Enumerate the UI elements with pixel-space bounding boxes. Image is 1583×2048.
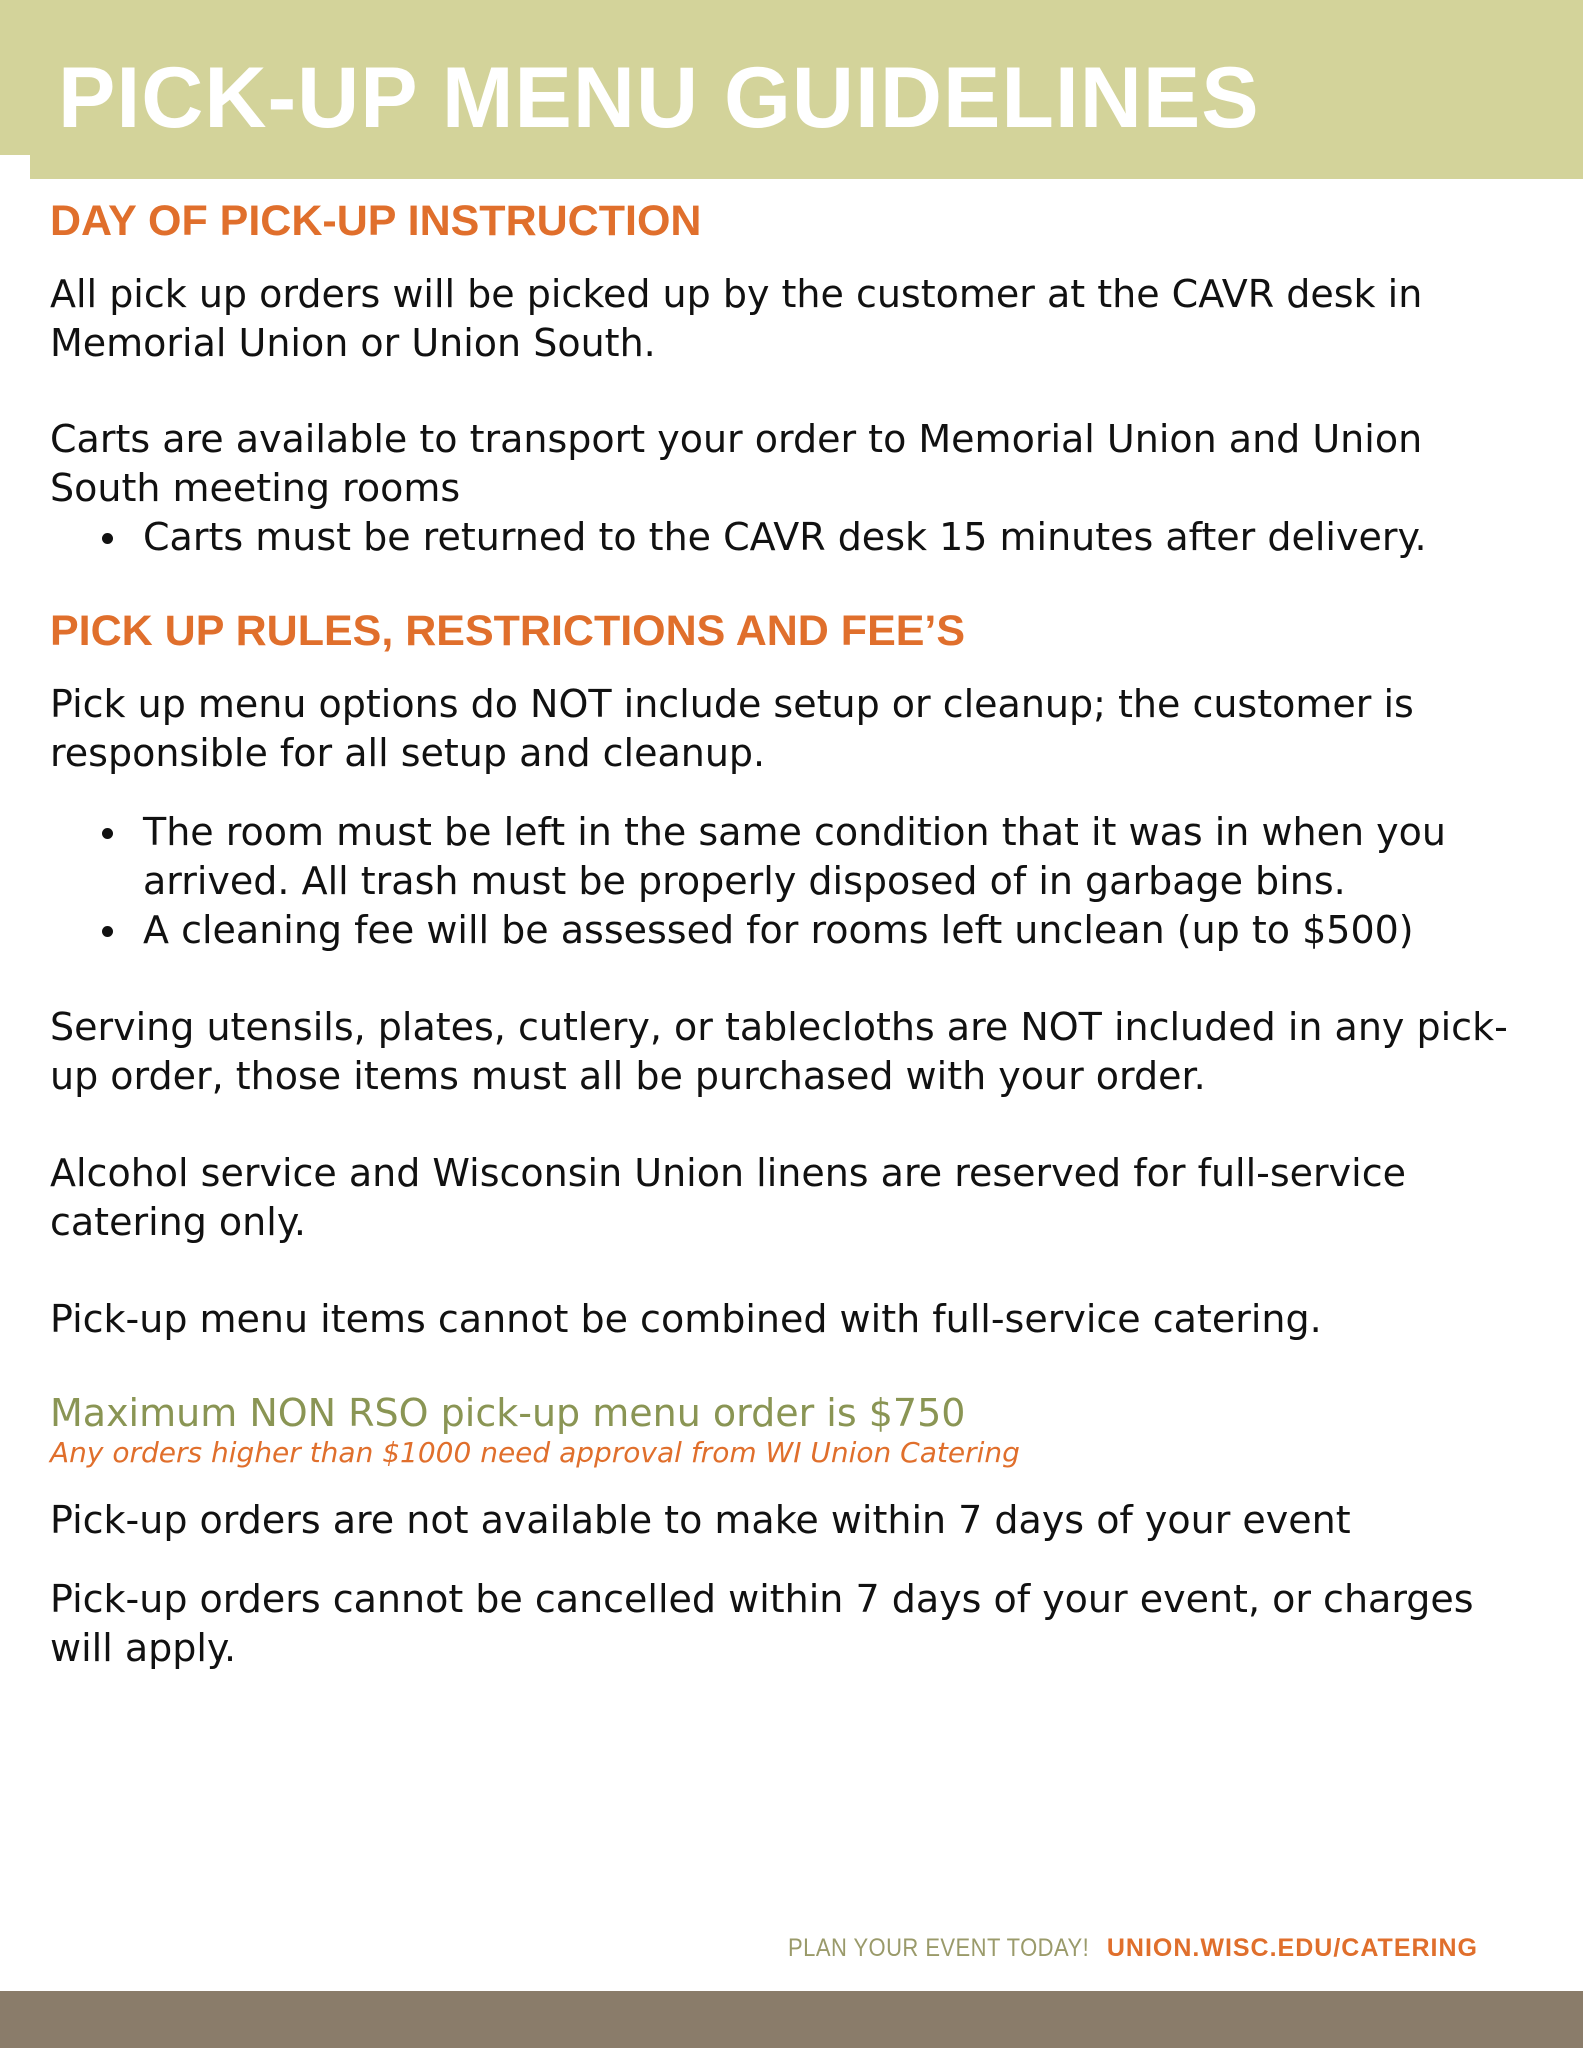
pickup-location-paragraph: All pick up orders will be picked up by the customer at the CAVR desk in Memorial Union or Union South. [50,272,1423,365]
approval-note: Any orders higher than $1000 need approval from WI Union Catering [50,1436,1020,1469]
rules-bullet-list [50,808,1540,955]
bullet-text: Carts must be returned to the CAVR desk 15 minutes after delivery. [143,515,1427,559]
carts-paragraph: Carts are available to transport your order to Memorial Union and Union South meeting rooms [50,417,1423,510]
footer-band [0,1991,1583,2048]
list-item [50,513,1540,562]
header-band-notch [0,0,30,155]
ordering-window-paragraph: Pick-up orders are not available to make within 7 days of your event [50,1498,1351,1542]
bullet-text: The room must be left in the same condition that it was in when you arrived. All trash must be properly disposed of in garbage bins. [143,810,1446,903]
alcohol-paragraph: Alcohol service and Wisconsin Union linens are reserved for full-service catering only. [50,1151,1406,1244]
setup-cleanup-paragraph: Pick up menu options do NOT include setup or cleanup; the customer is responsible for all setup and cleanup. [50,682,1414,775]
combine-paragraph: Pick-up menu items cannot be combined with full-service catering. [50,1297,1322,1341]
footer-url-link[interactable]: UNION.WISC.EDU/CATERING [1106,1934,1478,1962]
cancellation-paragraph: Pick-up orders cannot be cancelled within 7 days of your event, or charges will apply. [50,1577,1474,1670]
bullet-icon [102,926,113,937]
max-order-line: Maximum NON RSO pick-up menu order is $750 [50,1391,966,1435]
bullet-icon [102,533,113,544]
section-heading-rules: PICK UP RULES, RESTRICTIONS AND FEE’S [50,607,966,655]
page-title: PICK-UP MENU GUIDELINES [58,50,1260,146]
bullet-icon [102,828,113,839]
document-body [50,190,1540,1673]
utensils-paragraph: Serving utensils, plates, cutlery, or tablecloths are NOT included in any pick-up order, those items must all be purchased with your order. [50,1005,1508,1098]
footer-tagline: PLAN YOUR EVENT TODAY! [787,1934,1089,1962]
list-item [50,808,1540,906]
carts-bullet-list [50,513,1540,562]
bullet-text: A cleaning fee will be assessed for rooms left unclean (up to $500) [143,908,1414,952]
section-heading-day-of-pickup: DAY OF PICK-UP INSTRUCTION [50,197,702,245]
list-item [50,906,1540,955]
footer-cta [747,1928,1478,1968]
